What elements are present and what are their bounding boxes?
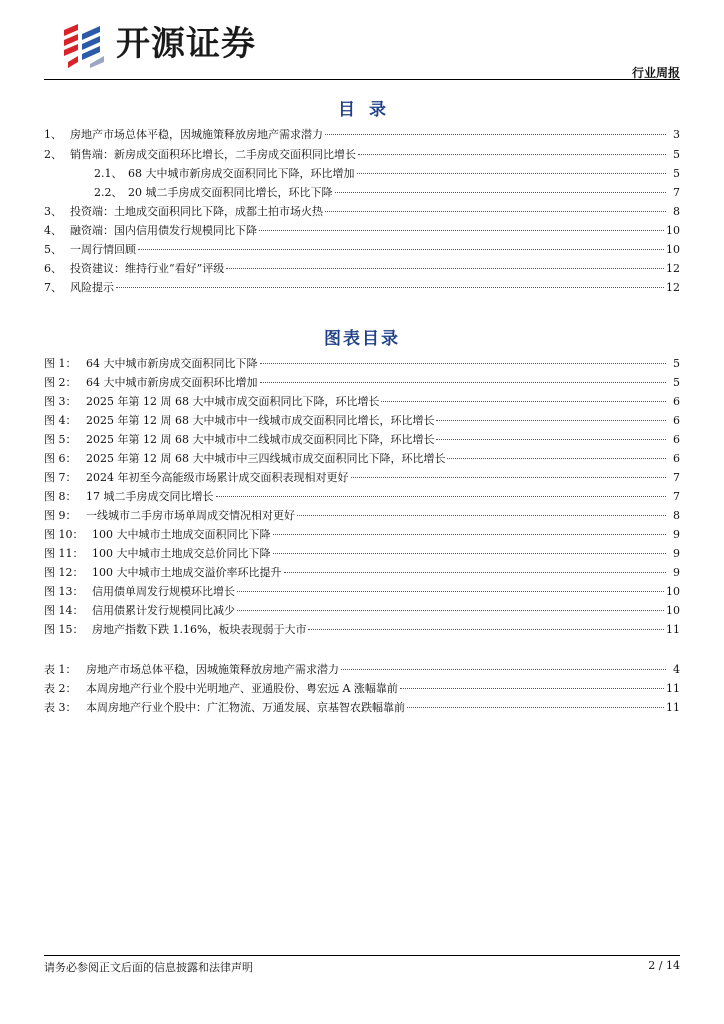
toc-leader-dots bbox=[226, 268, 664, 269]
table-entry[interactable] bbox=[44, 699, 680, 717]
toc-entry-label[interactable]: 风险提示 bbox=[70, 281, 114, 294]
figure-entry-page: 9 bbox=[673, 528, 680, 541]
toc-entry-number: 4、 bbox=[44, 224, 62, 237]
toc-entry-page: 12 bbox=[666, 262, 680, 275]
logo-mark-icon bbox=[60, 22, 110, 68]
figure-entry-page: 5 bbox=[673, 357, 680, 370]
figure-entry-label[interactable]: 2025 年第 12 周 68 大中城市中二线城市成交面积同比下降，环比增长 bbox=[86, 433, 435, 446]
figure-entry-number: 图 15： bbox=[44, 623, 84, 636]
toc-entry-label[interactable]: 68 大中城市新房成交面积同比下降，环比增加 bbox=[128, 167, 355, 180]
toc-entry[interactable] bbox=[44, 279, 680, 297]
figure-entry[interactable] bbox=[44, 621, 680, 639]
toc-entry-label[interactable]: 一周行情回顾 bbox=[70, 243, 136, 256]
toc-entry[interactable] bbox=[94, 184, 680, 202]
figure-entry-number: 图 2： bbox=[44, 376, 77, 389]
figure-entry-label[interactable]: 房地产指数下跌 1.16%，板块表现弱于大市 bbox=[92, 623, 307, 636]
toc-leader-dots bbox=[358, 154, 666, 155]
table-entry-number: 表 3： bbox=[44, 701, 77, 714]
figure-leader-dots bbox=[260, 363, 667, 364]
figure-entry-page: 7 bbox=[673, 490, 680, 503]
toc-entry-page: 12 bbox=[666, 281, 680, 294]
toc-entry-number: 6、 bbox=[44, 262, 62, 275]
figure-entry-page: 10 bbox=[666, 585, 680, 598]
figure-entry-number: 图 10： bbox=[44, 528, 84, 541]
figure-entry[interactable] bbox=[44, 450, 680, 468]
table-entry-page: 11 bbox=[666, 701, 680, 714]
toc-entry-number: 2.2、 bbox=[94, 186, 123, 199]
figure-entry[interactable] bbox=[44, 564, 680, 582]
figure-entry[interactable] bbox=[44, 507, 680, 525]
figure-entry-label[interactable]: 100 大中城市土地成交溢价率环比提升 bbox=[92, 566, 282, 579]
toc-entry-label[interactable]: 投资建议：维持行业“看好”评级 bbox=[70, 262, 225, 275]
toc-entry-label[interactable]: 融资端：国内信用债发行规模同比下降 bbox=[70, 224, 257, 237]
toc-entry-label[interactable]: 销售端：新房成交面积环比增长，二手房成交面积同比增长 bbox=[70, 148, 356, 161]
figure-entry[interactable] bbox=[44, 431, 680, 449]
toc-entry-label[interactable]: 20 城二手房成交面积同比增长，环比下降 bbox=[128, 186, 333, 199]
figure-entry-page: 6 bbox=[673, 395, 680, 408]
figure-entry[interactable] bbox=[44, 374, 680, 392]
toc-entry-number: 2.1、 bbox=[94, 167, 123, 180]
toc-leader-dots bbox=[325, 211, 666, 212]
figure-entry-number: 图 1： bbox=[44, 357, 77, 370]
toc-entry-page: 5 bbox=[673, 148, 680, 161]
toc-entry[interactable] bbox=[44, 260, 680, 278]
figure-entry-number: 图 6： bbox=[44, 452, 77, 465]
figure-leader-dots bbox=[273, 534, 667, 535]
figure-leader-dots bbox=[273, 553, 667, 554]
figure-leader-dots bbox=[351, 477, 667, 478]
figure-entry-number: 图 13： bbox=[44, 585, 84, 598]
figure-leader-dots bbox=[237, 610, 664, 611]
figure-entry-number: 图 3： bbox=[44, 395, 77, 408]
figure-leader-dots bbox=[297, 515, 666, 516]
figure-entry-number: 图 5： bbox=[44, 433, 77, 446]
figure-entry-page: 10 bbox=[666, 604, 680, 617]
toc-entry-number: 3、 bbox=[44, 205, 62, 218]
figure-entry-number: 图 9： bbox=[44, 509, 77, 522]
figure-entry-number: 图 8： bbox=[44, 490, 77, 503]
toc-entry-number: 2、 bbox=[44, 148, 62, 161]
figure-entry-page: 11 bbox=[666, 623, 680, 636]
figure-entry-label[interactable]: 一线城市二手房市场单周成交情况相对更好 bbox=[86, 509, 295, 522]
toc-entry-number: 7、 bbox=[44, 281, 62, 294]
toc-entry-page: 5 bbox=[673, 167, 680, 180]
company-logo bbox=[60, 20, 260, 70]
page-header bbox=[44, 18, 680, 80]
toc-entry-page: 7 bbox=[673, 186, 680, 199]
toc-entry[interactable] bbox=[44, 146, 680, 164]
table-entry-number: 表 1： bbox=[44, 663, 77, 676]
table-leader-dots bbox=[341, 669, 666, 670]
figure-entry-label[interactable]: 64 大中城市新房成交面积环比增加 bbox=[86, 376, 258, 389]
figure-entry-page: 9 bbox=[673, 547, 680, 560]
figure-leader-dots bbox=[237, 591, 664, 592]
figure-entry-label[interactable]: 2025 年第 12 周 68 大中城市中三四线城市成交面积同比下降，环比增长 bbox=[86, 452, 446, 465]
table-entry[interactable] bbox=[44, 661, 680, 679]
figure-entry-page: 9 bbox=[673, 566, 680, 579]
toc-leader-dots bbox=[325, 134, 666, 135]
toc-entry-label[interactable]: 投资端：土地成交面积同比下降，成都土拍市场火热 bbox=[70, 205, 323, 218]
toc-leader-dots bbox=[138, 249, 664, 250]
figure-entry[interactable] bbox=[44, 488, 680, 506]
figure-leader-dots bbox=[447, 458, 666, 459]
figure-entry[interactable] bbox=[44, 469, 680, 487]
footer-divider bbox=[44, 955, 680, 956]
figure-leader-dots bbox=[436, 439, 666, 440]
figure-entry-label[interactable]: 100 大中城市土地成交总价同比下降 bbox=[92, 547, 271, 560]
figure-entry-label[interactable]: 信用债累计发行规模同比减少 bbox=[92, 604, 235, 617]
toc-leader-dots bbox=[259, 230, 664, 231]
toc-entry-label[interactable]: 房地产市场总体平稳，因城施策释放房地产需求潜力 bbox=[70, 128, 323, 141]
toc-entry-number: 5、 bbox=[44, 243, 62, 256]
table-entry-number: 表 2： bbox=[44, 682, 77, 695]
header-divider bbox=[44, 79, 680, 80]
toc-title: 目录 bbox=[338, 100, 400, 120]
table-entry-label[interactable]: 本周房地产行业个股中：广汇物流、万通发展、京基智农跌幅靠前 bbox=[86, 701, 405, 714]
table-entry-label[interactable]: 房地产市场总体平稳，因城施策释放房地产需求潜力 bbox=[86, 663, 339, 676]
toc-leader-dots bbox=[335, 192, 667, 193]
figure-entry[interactable] bbox=[44, 602, 680, 620]
logo-text: 开源证券 bbox=[116, 24, 256, 64]
figure-entry[interactable] bbox=[44, 355, 680, 373]
figure-entry[interactable] bbox=[44, 526, 680, 544]
toc-entry-page: 10 bbox=[666, 243, 680, 256]
figure-leader-dots bbox=[436, 420, 666, 421]
figure-entry[interactable] bbox=[44, 412, 680, 430]
figure-leader-dots bbox=[216, 496, 667, 497]
table-entry-page: 11 bbox=[666, 682, 680, 695]
table-entry-label[interactable]: 本周房地产行业个股中光明地产、亚通股份、粤宏远 A 涨幅靠前 bbox=[86, 682, 398, 695]
figure-entry-number: 图 4： bbox=[44, 414, 77, 427]
page-number: 2 / 14 bbox=[648, 959, 680, 972]
table-leader-dots bbox=[400, 688, 664, 689]
figure-entry-page: 6 bbox=[673, 433, 680, 446]
toc-entry-number: 1、 bbox=[44, 128, 62, 141]
toc-leader-dots bbox=[357, 173, 667, 174]
figure-leader-dots bbox=[284, 572, 667, 573]
table-entry-page: 4 bbox=[673, 663, 680, 676]
figure-entry-page: 5 bbox=[673, 376, 680, 389]
figure-entry-label[interactable]: 信用债单周发行规模环比增长 bbox=[92, 585, 235, 598]
figure-entry-number: 图 12： bbox=[44, 566, 84, 579]
figure-entry-number: 图 7： bbox=[44, 471, 77, 484]
figure-leader-dots bbox=[381, 401, 666, 402]
figure-entry[interactable] bbox=[44, 583, 680, 601]
toc-leader-dots bbox=[116, 287, 664, 288]
table-entry[interactable] bbox=[44, 680, 680, 698]
figure-leader-dots bbox=[308, 629, 664, 630]
toc-entry[interactable] bbox=[94, 165, 680, 183]
figure-entry-page: 8 bbox=[673, 509, 680, 522]
table-leader-dots bbox=[407, 707, 664, 708]
figure-entry[interactable] bbox=[44, 393, 680, 411]
figure-entry-page: 6 bbox=[673, 414, 680, 427]
toc-entry[interactable] bbox=[44, 203, 680, 221]
toc-entry-page: 3 bbox=[673, 128, 680, 141]
figure-leader-dots bbox=[260, 382, 667, 383]
toc-entry-page: 10 bbox=[666, 224, 680, 237]
figure-entry-label[interactable]: 17 城二手房成交同比增长 bbox=[86, 490, 214, 503]
figure-entry-label[interactable]: 2025 年第 12 周 68 大中城市成交面积同比下降，环比增长 bbox=[86, 395, 380, 408]
footer-disclaimer: 请务必参阅正文后面的信息披露和法律声明 bbox=[44, 961, 253, 974]
report-type-label: 行业周报 bbox=[631, 66, 680, 80]
toc-entry-page: 8 bbox=[673, 205, 680, 218]
figure-list-title: 图表目录 bbox=[324, 329, 400, 349]
toc-entry[interactable] bbox=[44, 241, 680, 259]
figure-entry-number: 图 14： bbox=[44, 604, 84, 617]
figure-entry-label[interactable]: 100 大中城市土地成交面积同比下降 bbox=[92, 528, 271, 541]
figure-entry[interactable] bbox=[44, 545, 680, 563]
figure-entry-number: 图 11： bbox=[44, 547, 84, 560]
figure-entry-page: 6 bbox=[673, 452, 680, 465]
figure-entry-label[interactable]: 2025 年第 12 周 68 大中城市中一线城市成交面积同比增长，环比增长 bbox=[86, 414, 435, 427]
figure-entry-label[interactable]: 2024 年初至今高能级市场累计成交面积表现相对更好 bbox=[86, 471, 349, 484]
toc-entry[interactable] bbox=[44, 126, 680, 144]
figure-entry-label[interactable]: 64 大中城市新房成交面积同比下降 bbox=[86, 357, 258, 370]
figure-entry-page: 7 bbox=[673, 471, 680, 484]
toc-entry[interactable] bbox=[44, 222, 680, 240]
